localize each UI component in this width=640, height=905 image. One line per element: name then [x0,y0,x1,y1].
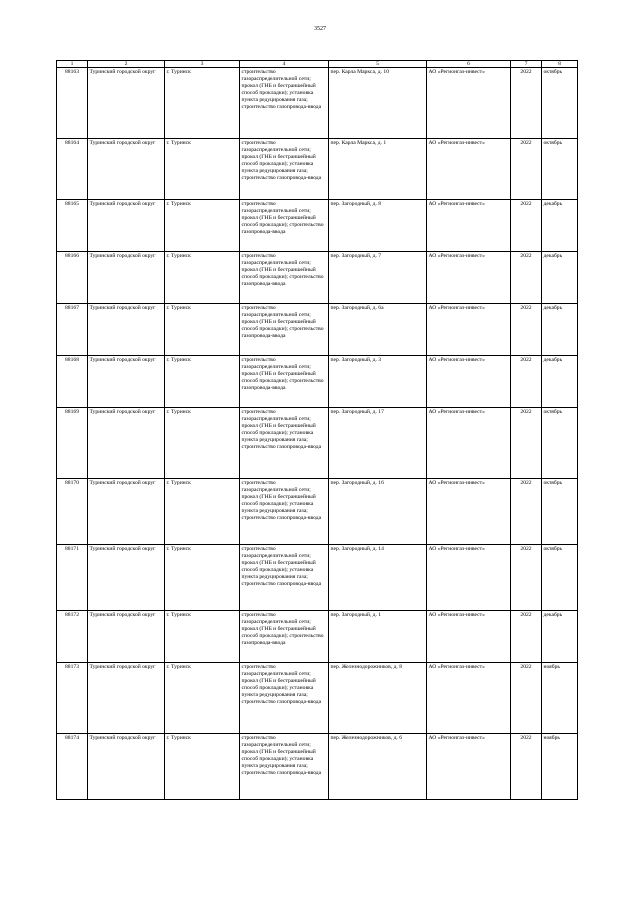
address-cell: пер. Загородный, д. 14 [329,545,427,611]
table-row [57,252,578,304]
works-description-cell: строительство газораспределительной сети; прокол (ГНБ и бестраншейный способ прокладки); строительство газопровода-ввода [240,200,329,252]
table-row [57,663,578,734]
district-cell: Туринский городской округ [88,545,165,611]
month-cell: октябрь [542,68,578,139]
organization-cell: АО «Регионгаз-инвест» [427,611,511,663]
month-cell: декабрь [542,252,578,304]
column-header: 1 [57,61,88,68]
works-description-cell: строительство газораспределительной сети; прокол (ГНБ и бестраншейный способ прокладки); установка пункта редуцирования газа; строительство газопровода-ввода [240,139,329,200]
gasification-table [56,60,578,800]
year-cell: 2022 [511,479,542,545]
column-header: 4 [240,61,329,68]
works-description-cell: строительство газораспределительной сети; прокол (ГНБ и бестраншейный способ прокладки); строительство газопровода-ввода [240,611,329,663]
year-cell: 2022 [511,356,542,408]
year-cell: 2022 [511,663,542,734]
district-cell: Туринский городской округ [88,68,165,139]
year-cell: 2022 [511,200,542,252]
organization-cell: АО «Регионгаз-инвест» [427,200,511,252]
column-number-row [57,61,578,68]
district-cell: Туринский городской округ [88,200,165,252]
organization-cell: АО «Регионгаз-инвест» [427,734,511,800]
month-cell: ноябрь [542,663,578,734]
locality-cell: г. Туринск [165,479,240,545]
address-cell: пер. Загородный, д. 3 [329,356,427,408]
address-cell: пер. Загородный, д. 7 [329,252,427,304]
month-cell: декабрь [542,200,578,252]
month-cell: декабрь [542,304,578,356]
year-cell: 2022 [511,545,542,611]
district-cell: Туринский городской округ [88,356,165,408]
district-cell: Туринский городской округ [88,611,165,663]
locality-cell: г. Туринск [165,545,240,611]
locality-cell: г. Туринск [165,734,240,800]
locality-cell: г. Туринск [165,139,240,200]
address-cell: пер. Загородный, д. 17 [329,408,427,479]
works-description-cell: строительство газораспределительной сети; прокол (ГНБ и бестраншейный способ прокладки); установка пункта редуцирования газа; строительство газопровода-ввода [240,663,329,734]
month-cell: октябрь [542,545,578,611]
row-number-cell: 88166 [57,252,88,304]
works-description-cell: строительство газораспределительной сети; прокол (ГНБ и бестраншейный способ прокладки); установка пункта редуцирования газа; строительство газопровода-ввода [240,734,329,800]
locality-cell: г. Туринск [165,304,240,356]
district-cell: Туринский городской округ [88,139,165,200]
year-cell: 2022 [511,734,542,800]
address-cell: пер. Железнодорожников, д. 8 [329,663,427,734]
address-cell: пер. Карла Маркса, д. 1 [329,139,427,200]
row-number-cell: 88168 [57,356,88,408]
locality-cell: г. Туринск [165,356,240,408]
year-cell: 2022 [511,408,542,479]
locality-cell: г. Туринск [165,663,240,734]
column-header: 2 [88,61,165,68]
locality-cell: г. Туринск [165,611,240,663]
district-cell: Туринский городской округ [88,408,165,479]
table-row [57,200,578,252]
row-number-cell: 88171 [57,545,88,611]
address-cell: пер. Загородный, д. 6а [329,304,427,356]
table-row [57,68,578,139]
locality-cell: г. Туринск [165,252,240,304]
table-row [57,408,578,479]
column-header: 5 [329,61,427,68]
district-cell: Туринский городской округ [88,252,165,304]
month-cell: декабрь [542,611,578,663]
organization-cell: АО «Регионгаз-инвест» [427,356,511,408]
works-description-cell: строительство газораспределительной сети; прокол (ГНБ и бестраншейный способ прокладки); установка пункта редуцирования газа; строительство газопровода-ввода [240,408,329,479]
table-row [57,479,578,545]
table-row [57,139,578,200]
row-number-cell: 88163 [57,68,88,139]
district-cell: Туринский городской округ [88,734,165,800]
works-description-cell: строительство газораспределительной сети; прокол (ГНБ и бестраншейный способ прокладки); строительство газопровода-ввода [240,304,329,356]
organization-cell: АО «Регионгаз-инвест» [427,252,511,304]
address-cell: пер. Карла Маркса, д. 10 [329,68,427,139]
organization-cell: АО «Регионгаз-инвест» [427,408,511,479]
month-cell: ноябрь [542,734,578,800]
column-header: 3 [165,61,240,68]
month-cell: октябрь [542,408,578,479]
table-row [57,611,578,663]
locality-cell: г. Туринск [165,200,240,252]
works-description-cell: строительство газораспределительной сети; прокол (ГНБ и бестраншейный способ прокладки); строительство газопровода-ввода [240,252,329,304]
district-cell: Туринский городской округ [88,304,165,356]
address-cell: пер. Загородный, д. 16 [329,479,427,545]
row-number-cell: 88170 [57,479,88,545]
row-number-cell: 88164 [57,139,88,200]
works-description-cell: строительство газораспределительной сети; прокол (ГНБ и бестраншейный способ прокладки); строительство газопровода-ввода [240,356,329,408]
address-cell: пер. Загородный, д. 1 [329,611,427,663]
locality-cell: г. Туринск [165,408,240,479]
table-row [57,356,578,408]
row-number-cell: 88169 [57,408,88,479]
month-cell: декабрь [542,356,578,408]
organization-cell: АО «Регионгаз-инвест» [427,663,511,734]
organization-cell: АО «Регионгаз-инвест» [427,139,511,200]
month-cell: октябрь [542,479,578,545]
works-description-cell: строительство газораспределительной сети; прокол (ГНБ и бестраншейный способ прокладки); установка пункта редуцирования газа; строительство газопровода-ввода [240,479,329,545]
row-number-cell: 88173 [57,663,88,734]
row-number-cell: 88167 [57,304,88,356]
year-cell: 2022 [511,252,542,304]
table-row [57,304,578,356]
year-cell: 2022 [511,68,542,139]
works-description-cell: строительство газораспределительной сети; прокол (ГНБ и бестраншейный способ прокладки); установка пункта редуцирования газа; строительство газопровода-ввода [240,68,329,139]
address-cell: пер. Загородный, д. 8 [329,200,427,252]
column-header: 6 [427,61,511,68]
organization-cell: АО «Регионгаз-инвест» [427,479,511,545]
organization-cell: АО «Регионгаз-инвест» [427,545,511,611]
column-header: 8 [542,61,578,68]
row-number-cell: 88165 [57,200,88,252]
district-cell: Туринский городской округ [88,663,165,734]
month-cell: октябрь [542,139,578,200]
organization-cell: АО «Регионгаз-инвест» [427,304,511,356]
year-cell: 2022 [511,611,542,663]
organization-cell: АО «Регионгаз-инвест» [427,68,511,139]
district-cell: Туринский городской округ [88,479,165,545]
table-row [57,545,578,611]
row-number-cell: 88174 [57,734,88,800]
year-cell: 2022 [511,139,542,200]
column-header: 7 [511,61,542,68]
address-cell: пер. Железнодорожников, д. 6 [329,734,427,800]
row-number-cell: 88172 [57,611,88,663]
table-row [57,734,578,800]
works-description-cell: строительство газораспределительной сети; прокол (ГНБ и бестраншейный способ прокладки); установка пункта редуцирования газа; строительство газопровода-ввода [240,545,329,611]
page-number: 3527 [314,26,326,32]
locality-cell: г. Туринск [165,68,240,139]
year-cell: 2022 [511,304,542,356]
